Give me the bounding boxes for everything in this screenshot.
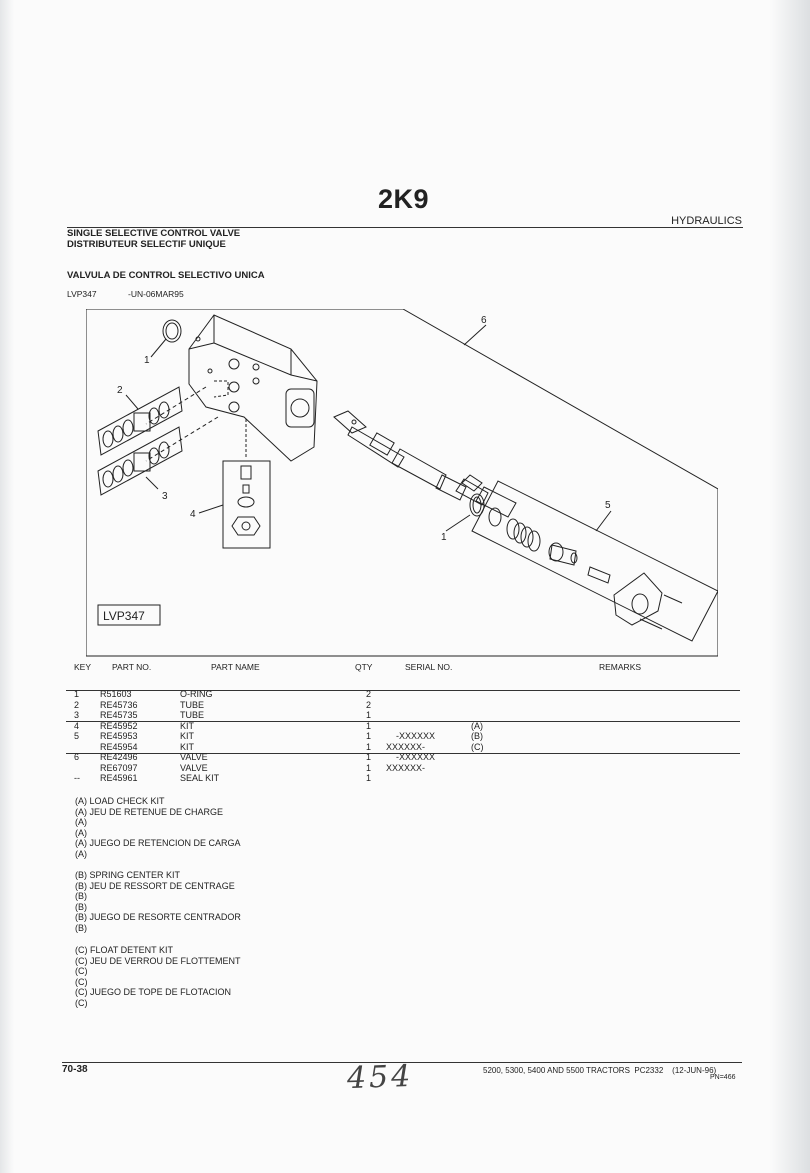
callout-4: 4 <box>190 509 196 520</box>
table-row: 5 RE45953 KIT 1 -XXXXXX (B) <box>74 731 483 741</box>
handwritten-number: 454 <box>346 1058 414 1097</box>
diagram-frame <box>86 309 718 656</box>
col-remarks-header: REMARKS <box>599 662 642 672</box>
note-block-c: (C) FLOAT DETENT KIT (C) JEU DE VERROU DE FLOTTEMENT (C) (C) (C) JUEGO DE TOPE DE FLOTACION (C) <box>75 945 241 1008</box>
callout-1-bottom: 1 <box>441 532 447 543</box>
tube-kit-3 <box>98 427 182 495</box>
tube-kit-2 <box>98 387 182 455</box>
scan-shadow-left <box>0 0 14 1173</box>
col-qty-header: QTY <box>355 662 373 672</box>
valve-body <box>146 315 317 461</box>
title-spanish: VALVULA DE CONTROL SELECTIVO UNICA <box>67 270 265 281</box>
note-block-b: (B) SPRING CENTER KIT (B) JEU DE RESSORT DE CENTRAGE (B) (B) (B) JUEGO DE RESORTE CENTRADOR (B) <box>75 870 241 933</box>
section-title: HYDRAULICS <box>671 215 742 227</box>
table-row: -- RE45961 SEAL KIT 1 <box>74 773 372 783</box>
table-row: 4 RE45952 KIT 1 (A) <box>74 720 483 731</box>
footer-models: 5200, 5300, 5400 AND 5500 TRACTORS PC2332 (12-JUN-96) <box>483 1066 717 1075</box>
page-code: 2K9 <box>378 184 430 214</box>
spring-center-kit-5 <box>472 481 718 641</box>
col-part-header: PART NO. <box>112 662 152 672</box>
table-row: RE45954 KIT 1 XXXXXX- (C) <box>100 741 484 752</box>
figure-date: -UN-06MAR95 <box>128 289 184 299</box>
footer-pn: PN=466 <box>710 1074 736 1081</box>
table-row: 2 RE45736 TUBE 2 <box>74 699 372 710</box>
callout-6: 6 <box>481 315 487 326</box>
figure-label: LVP347 <box>103 609 145 623</box>
table-row: 1 R51603 O-RING 2 <box>74 689 372 699</box>
scan-shadow-right <box>770 0 810 1173</box>
note-block-a: (A) LOAD CHECK KIT (A) JEU DE RETENUE DE CHARGE (A) (A) (A) JUEGO DE RETENCION DE CARGA (A) <box>75 796 241 859</box>
load-check-kit-4 <box>223 461 270 548</box>
title-english: SINGLE SELECTIVE CONTROL VALVE <box>67 228 241 239</box>
title-block <box>67 228 240 250</box>
callout-3: 3 <box>162 491 168 502</box>
table-row: 3 RE45735 TUBE 1 <box>74 710 372 720</box>
col-name-header: PART NAME <box>211 662 260 672</box>
callout-5: 5 <box>605 500 611 511</box>
title-french: DISTRIBUTEUR SELECTIF UNIQUE <box>67 239 226 250</box>
col-serial-header: SERIAL NO. <box>405 662 453 672</box>
spool-6 <box>334 411 516 517</box>
footer-page-number: 70-38 <box>62 1064 88 1075</box>
table-row: RE67097 VALVE 1 XXXXXX- <box>100 762 426 773</box>
figure-ref: LVP347 <box>67 289 97 299</box>
table-row: 6 RE42496 VALVE 1 -XXXXXX <box>74 752 436 762</box>
col-key-header: KEY <box>74 662 92 672</box>
callout-2: 2 <box>117 385 123 396</box>
exploded-parts-diagram <box>86 309 718 657</box>
callout-1-top: 1 <box>144 355 150 366</box>
